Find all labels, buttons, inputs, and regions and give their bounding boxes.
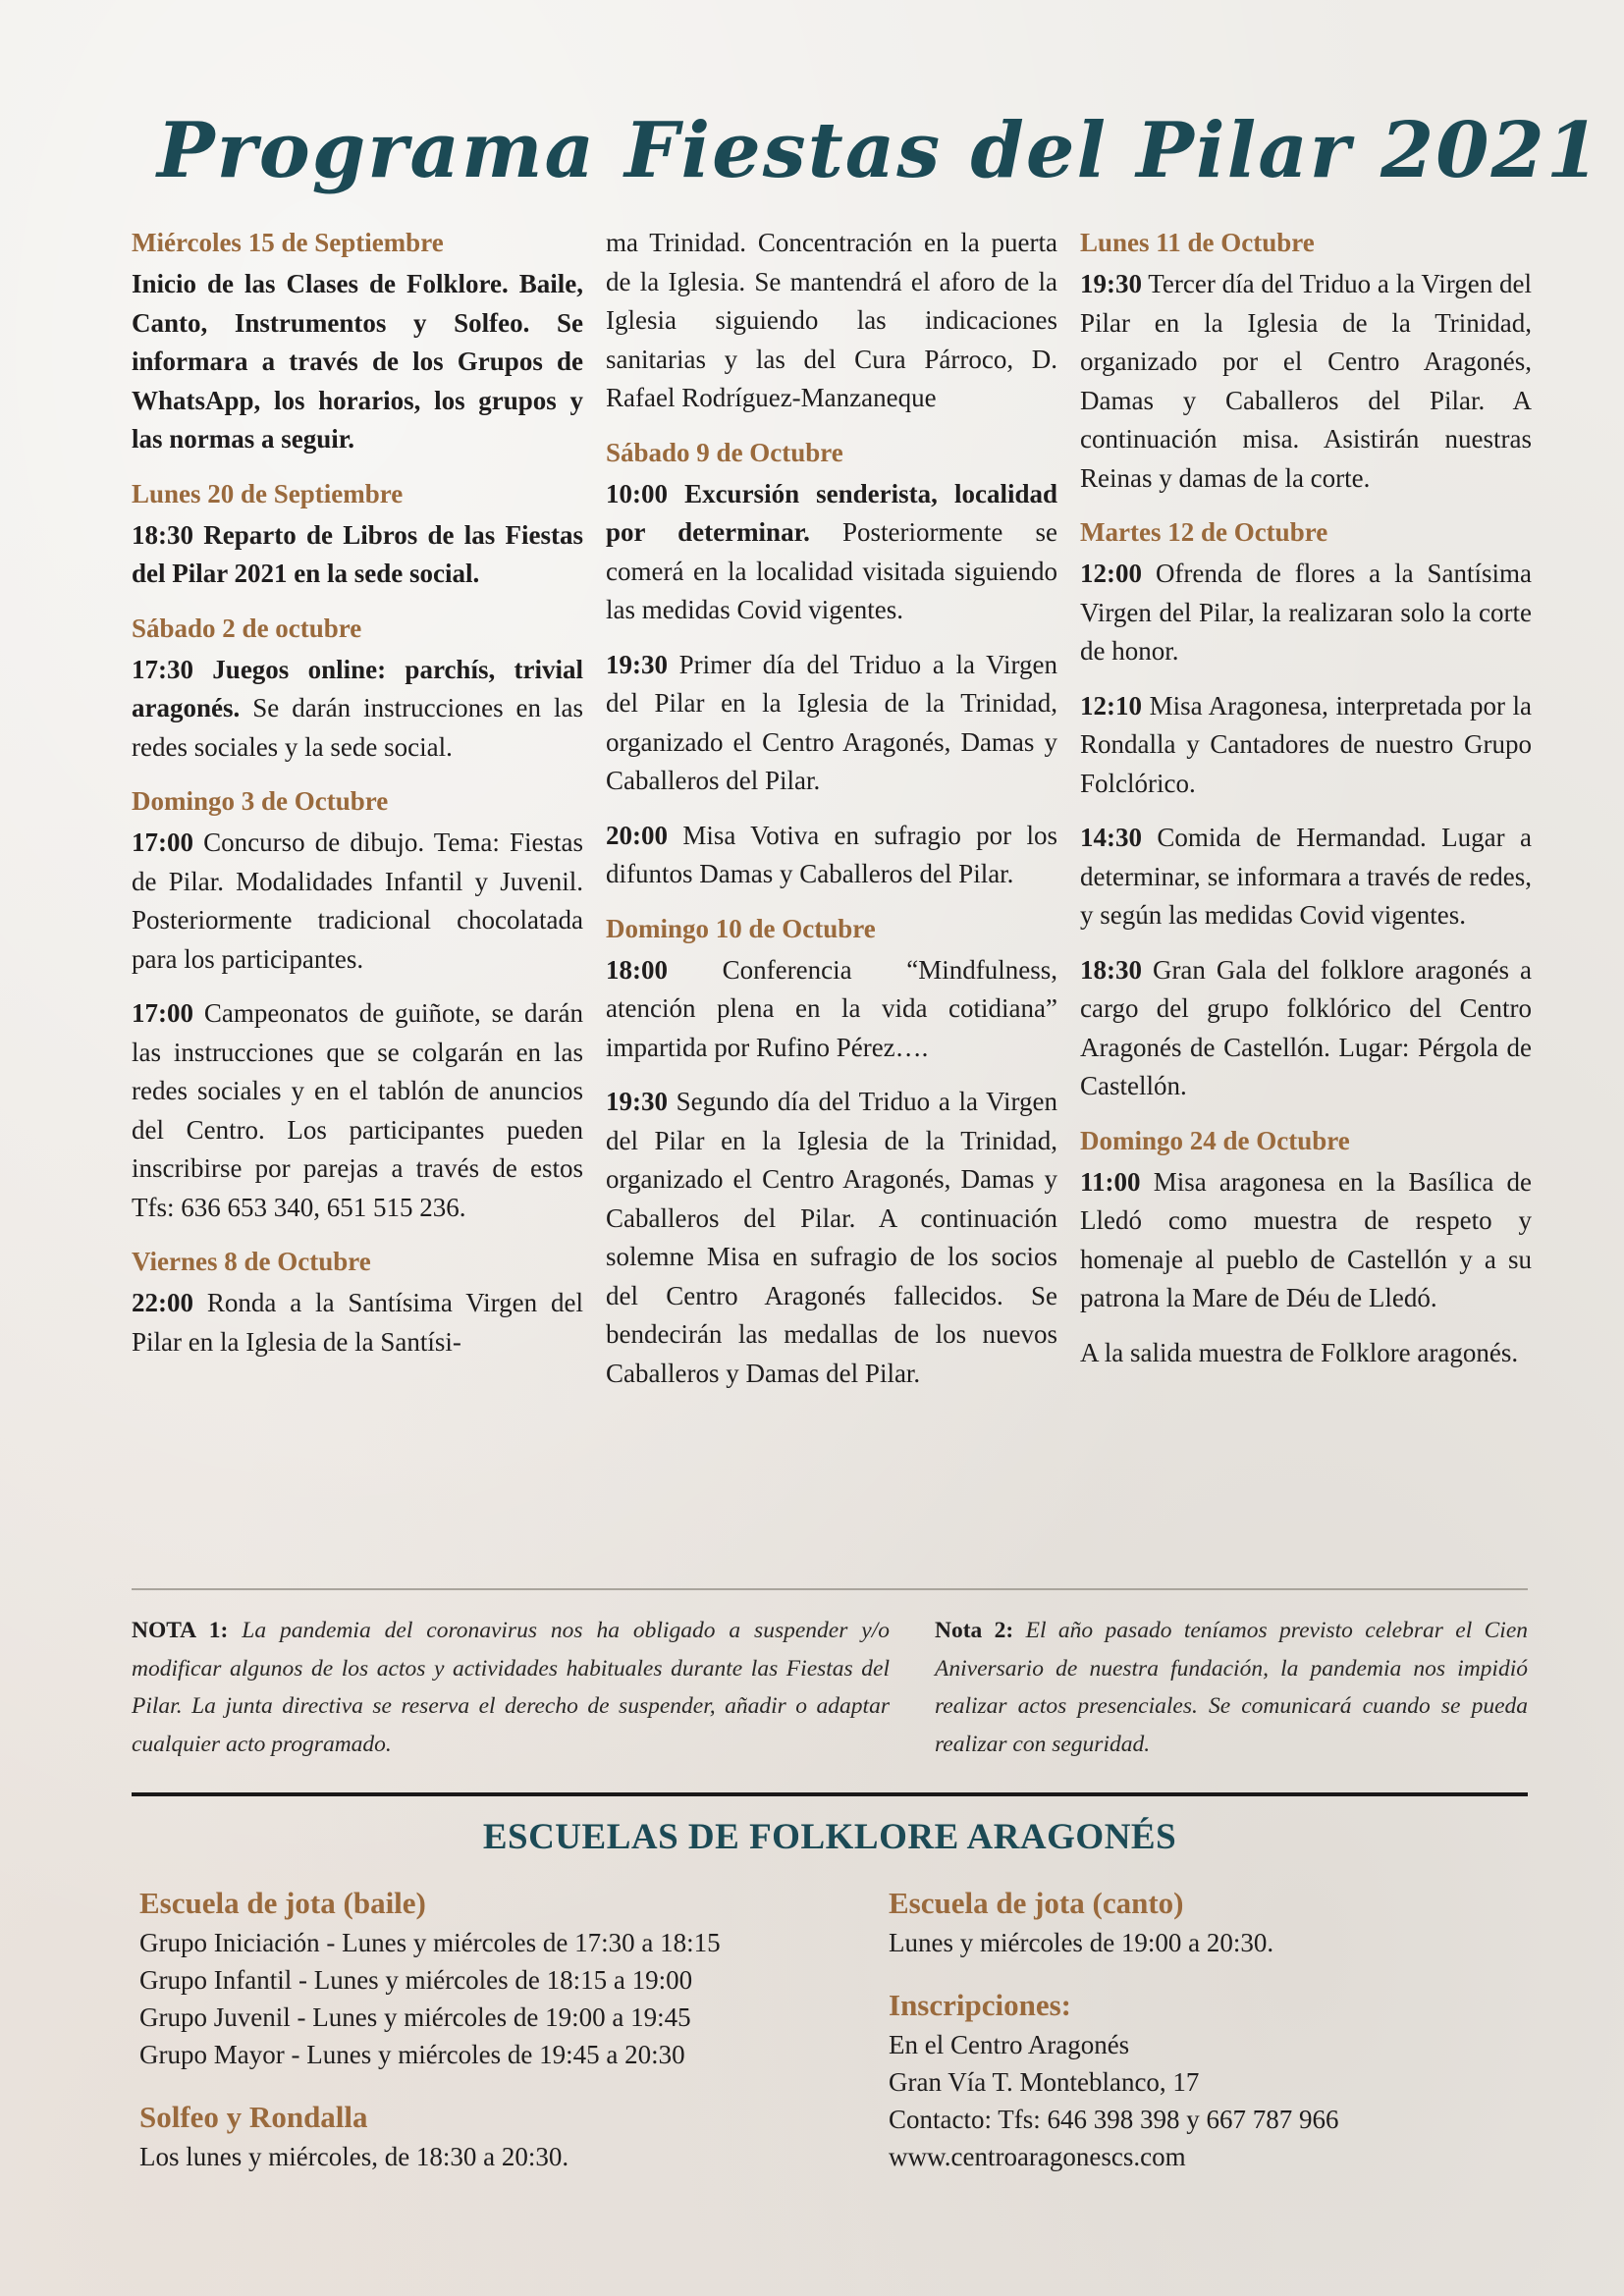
contact-line: Contacto: Tfs: 646 398 398 y 667 787 966 [889,2105,1339,2134]
website-link[interactable]: www.centroaragonescs.com [889,2142,1186,2171]
schedule-line: Grupo Iniciación - Lunes y miércoles de 17:30 a 18:15 [139,1928,721,1957]
event-text [1080,265,1532,498]
note-label: NOTA 1: [132,1618,229,1643]
date-heading: Sábado 2 de octubre [132,613,362,643]
program-column-2 [606,224,1057,1409]
event-description: Segundo día del Triduo a la Virgen del Pilar en la Iglesia de la Trinidad, organizado el Centro Aragonés, Damas y Caballeros del Pilar. A continuación solemne Misa en sufragio de los socios del Centro Aragonés fallecidos. Se bendecirán las medallas de los nuevos Caballeros y Damas del Pilar. [606,1087,1057,1388]
event-description: Conferencia “Mindfulness, atención plena en la vida cotidiana” impartida por Rufino Pérez…. [606,954,1057,1062]
page-title: Programa Fiestas del Pilar 2021 [157,106,1602,195]
section-divider [132,1792,1528,1796]
event-text [132,651,583,768]
schools-column-left [139,1883,827,2175]
event-time: 12:10 [1080,690,1142,721]
inscriptions-heading: Inscripciones: [889,1988,1071,2022]
date-heading: Martes 12 de Octubre [1080,517,1328,547]
note-label: Nota 2: [935,1618,1014,1643]
date-heading: Lunes 11 de Octubre [1080,228,1315,257]
event-time: 11:00 [1080,1166,1141,1197]
date-heading: Domingo 10 de Octubre [606,913,876,943]
program-column-3 [1080,224,1532,1388]
event-description: Comida de Hermandad. Lugar a determinar, se informara a través de redes, y según las medidas Covid vigentes. [1080,823,1532,930]
event-time: 18:30 [1080,954,1142,985]
event-text [606,646,1057,801]
schedule-line: Grupo Juvenil - Lunes y miércoles de 19:00 a 19:45 [139,2002,691,2032]
event-text: ma Trinidad. Concentración en la puerta de la Iglesia. Se mantendrá el aforo de la Iglesia siguiendo las indicaciones sanitarias y las del Cura Párroco, D. Rafael Rodríguez-Manzaneque [606,228,1057,412]
contact-line: En el Centro Aragonés [889,2030,1130,2059]
event-text [1080,687,1532,804]
event-time: 19:30 [606,649,668,679]
event-text [132,994,583,1227]
date-heading: Domingo 3 de Octubre [132,786,389,816]
event-description: Concurso de dibujo. Tema: Fiestas de Pilar. Modalidades Infantil y Juvenil. Posteriormente tradicional chocolatada para los participantes. [132,828,583,974]
schedule-line: Grupo Infantil - Lunes y miércoles de 18:15 a 19:00 [139,1965,693,1995]
event-description: Misa Votiva en sufragio por los difuntos Damas y Caballeros del Pilar. [606,820,1057,888]
event-text [1080,555,1532,671]
event-time: 19:30 [606,1087,668,1116]
note-2 [935,1612,1528,1763]
school-heading: Solfeo y Rondalla [139,2100,368,2134]
event-time: 20:00 [606,820,668,850]
event-highlight: 17:30 Juegos online: parchís, trivial aragonés. [132,654,583,722]
event-text: Inicio de las Clases de Folklore. Baile, Canto, Instrumentos y Solfeo. Se informara a través de los Grupos de WhatsApp, los horarios, los grupos y las normas a seguir. [132,269,583,454]
event-text [606,475,1057,630]
event-text [132,1284,583,1362]
date-heading: Lunes 20 de Septiembre [132,478,404,508]
event-text [606,817,1057,894]
event-time: 14:30 [1080,823,1142,852]
event-description: Tercer día del Triduo a la Virgen del Pilar en la Iglesia de la Trinidad, organizado por el Centro Aragonés, Damas y Caballeros del Pilar. A continuación misa. Asistirán nuestras Reinas y damas de la corte. [1080,269,1532,493]
event-description: Misa Aragonesa, interpretada por la Rondalla y Cantadores de nuestro Grupo Folclórico. [1080,690,1532,798]
event-description: Ofrenda de flores a la Santísima Virgen del Pilar, la realizaran solo la corte de honor. [1080,559,1532,666]
school-heading: Escuela de jota (canto) [889,1886,1184,1920]
spacer [889,1961,1527,1985]
divider [132,1588,1528,1590]
event-text [1080,1163,1532,1318]
schools-title: ESCUELAS DE FOLKLORE ARAGONÉS [482,1817,1177,1857]
event-time: 17:00 [132,828,193,857]
event-description: Campeonatos de guiñote, se darán las instrucciones que se colgarán en las redes sociales y en el tablón de anuncios del Centro. Los participantes pueden inscribirse por parejas a través de estos Tfs: 636 653 340, 651 515 236. [132,998,583,1222]
schools-column-right [889,1883,1527,2175]
event-time: 18:00 [606,954,668,985]
event-description: Posteriormente se comerá en la localidad visitada siguiendo las medidas Covid vigentes. [606,517,1057,624]
date-heading: Miércoles 15 de Septiembre [132,228,444,257]
schedule-line: Lunes y miércoles de 19:00 a 20:30. [889,1928,1274,1957]
event-highlight: 10:00 Excursión senderista, localidad por determinar. [606,478,1057,547]
event-text [132,824,583,979]
schedule-line: Los lunes y miércoles, de 18:30 a 20:30. [139,2142,569,2171]
school-heading: Escuela de jota (baile) [139,1886,426,1920]
spacer [139,2073,827,2097]
date-heading: Domingo 24 de Octubre [1080,1125,1350,1155]
event-text [606,1083,1057,1393]
note-1 [132,1612,890,1763]
event-time: 19:30 [1080,269,1142,298]
date-heading: Sábado 9 de Octubre [606,437,843,467]
event-description: Primer día del Triduo a la Virgen del Pilar en la Iglesia de la Trinidad, organizado el Centro Aragonés, Damas y Caballeros del Pilar. [606,649,1057,795]
event-time: 12:00 [1080,559,1142,588]
event-description: Ronda a la Santísima Virgen del Pilar en la Iglesia de la Santísi- [132,1288,583,1357]
event-description: Se darán instrucciones en las redes sociales y la sede social. [132,693,583,762]
event-text [606,951,1057,1068]
event-time: 22:00 [132,1288,193,1317]
event-time: 17:00 [132,998,193,1028]
event-text: 18:30 Reparto de Libros de las Fiestas del Pilar 2021 en la sede social. [132,519,583,588]
event-text [1080,819,1532,935]
program-column-1 [132,224,583,1377]
date-heading: Viernes 8 de Octubre [132,1247,371,1276]
event-description: Misa aragonesa en la Basílica de Lledó como muestra de respeto y homenaje al pueblo de Castellón y a su patrona la Mare de Déu de Lledó. [1080,1166,1532,1312]
event-text: A la salida muestra de Folklore aragonés. [1080,1337,1519,1367]
contact-line: Gran Vía T. Monteblanco, 17 [889,2067,1200,2097]
schedule-line: Grupo Mayor - Lunes y miércoles de 19:45 a 20:30 [139,2040,685,2069]
note-text: La pandemia del coronavirus nos ha obligado a suspender y/o modificar algunos de los actos y actividades habituales durante las Fiestas del Pilar. La junta directiva se reserva el derecho de suspender, añadir o adaptar cualquier acto programado. [132,1618,890,1757]
note-text: El año pasado teníamos previsto celebrar el Cien Aniversario de nuestra fundación, la pandemia nos impidió realizar actos presenciales. Se comunicará cuando se pueda realizar con seguridad. [935,1618,1528,1757]
event-description: Gran Gala del folklore aragonés a cargo del grupo folklórico del Centro Aragonés de Castellón. Lugar: Pérgola de Castellón. [1080,954,1532,1100]
event-text [1080,951,1532,1106]
